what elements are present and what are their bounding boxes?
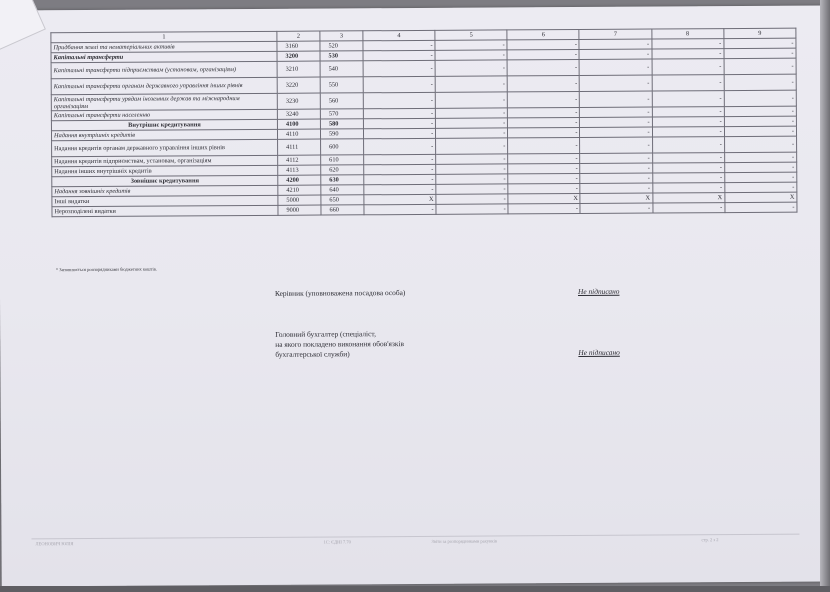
row-name-cell: Капітальні трансферти [51,51,277,62]
row-name-cell: Надання кредитів підприємствам, установам, організаціям [52,155,278,166]
value-cell: - [363,108,435,118]
value-cell: - [652,75,724,91]
value-cell: X [364,194,436,204]
economic-code-cell: 4112 [278,155,321,165]
row-code-cell: 600 [321,139,364,155]
value-cell: - [435,76,507,92]
value-cell: - [436,118,508,128]
value-cell: - [580,163,652,173]
value-cell: - [508,203,580,213]
row-code-cell: 640 [321,185,364,195]
value-cell: - [580,203,652,213]
row-code-cell: 620 [321,165,364,175]
value-cell: - [724,106,796,116]
row-name-cell: Зовнішнє кредитування [52,175,278,186]
row-name-cell: Капітальні трансферти населенню [51,109,277,120]
value-cell: - [724,126,796,136]
value-cell: - [508,163,580,173]
row-code-cell: 570 [320,109,363,119]
economic-code-cell: 4113 [278,165,321,175]
value-cell: - [364,204,436,214]
row-name-cell: Надання інших внутрішніх кредитів [52,165,278,176]
value-cell: - [724,136,796,152]
value-cell: - [364,184,436,194]
value-cell: - [580,183,652,193]
bottom-edge [0,586,830,592]
row-code-cell: 650 [321,195,364,205]
economic-code-cell: 4210 [278,185,321,195]
value-cell: - [724,162,796,172]
value-cell: - [652,153,724,163]
column-number-cell: 9 [724,28,796,38]
value-cell: - [653,203,725,213]
value-cell: - [507,49,579,59]
value-cell: - [436,138,508,154]
economic-code-cell: 3160 [277,41,320,51]
row-name-cell: Внутрішнє кредитування [51,119,277,130]
value-cell: - [725,202,797,212]
row-code-cell: 550 [320,77,363,93]
value-cell: - [508,127,580,137]
row-code-cell: 560 [320,93,363,109]
value-cell: - [508,173,580,183]
value-cell: - [363,128,435,138]
column-number-cell: 8 [651,29,723,39]
value-cell: - [652,39,724,49]
accountant-signature-label-3: бухгалтерської служби) [275,349,350,359]
value-cell: X [580,193,652,203]
value-cell: - [363,40,435,50]
value-cell: - [507,75,579,91]
right-edge-shadow [820,0,830,592]
economic-code-cell: 3200 [277,51,320,61]
value-cell: - [580,153,652,163]
value-cell: - [580,127,652,137]
row-name-cell: Нерозподілені видатки [52,205,278,216]
value-cell: - [724,38,796,48]
row-name-cell: Надання зовнішніх кредитів [52,185,278,196]
value-cell: - [507,39,579,49]
value-cell: - [363,92,435,108]
value-cell: - [579,39,651,49]
head-signature-status: Не підписано [577,286,620,296]
value-cell: - [580,59,652,75]
value-cell: - [508,183,580,193]
row-code-cell: 580 [320,119,363,129]
value-cell: - [436,174,508,184]
value-cell: - [652,127,724,137]
value-cell: - [580,117,652,127]
value-cell: - [436,184,508,194]
value-cell: X [508,193,580,203]
value-cell: - [652,183,724,193]
value-cell: - [724,74,796,90]
economic-code-cell: 3240 [277,109,320,119]
head-signature-label: Керівник (уповноважена посадова особа) [274,288,406,298]
value-cell: X [725,192,797,202]
value-cell: - [580,91,652,107]
value-cell: - [652,117,724,127]
value-cell: - [507,59,579,75]
value-cell: - [652,163,724,173]
value-cell: - [436,108,508,118]
value-cell: - [364,174,436,184]
value-cell: - [364,154,436,164]
row-name-cell: Надання кредитів органам державного управління інших рівнів [52,139,278,156]
value-cell: - [580,107,652,117]
row-name-cell: Інші видатки [52,195,278,206]
value-cell: - [725,182,797,192]
value-cell: - [436,154,508,164]
accountant-signature-label-2: на якого покладено виконання обов'язків [275,339,405,349]
value-cell: - [652,59,724,75]
value-cell: - [580,75,652,91]
value-cell: - [652,91,724,107]
value-cell: - [435,40,507,50]
value-cell: - [435,92,507,108]
value-cell: - [363,118,435,128]
column-number-cell: 3 [320,31,363,41]
value-cell: - [652,107,724,117]
footer-page-number: стр. 2 з 2 [701,537,719,543]
economic-code-cell: 3210 [277,61,320,77]
row-code-cell: 610 [321,155,364,165]
value-cell: - [364,138,436,154]
accountant-signature-label-1: Головний бухгалтер (спеціаліст, [275,329,376,339]
value-cell: - [508,117,580,127]
economic-code-cell: 9000 [278,205,321,215]
value-cell: - [508,137,580,153]
economic-code-cell: 4110 [277,129,320,139]
value-cell: - [724,116,796,126]
value-cell: - [724,152,796,162]
economic-code-cell: 5000 [278,195,321,205]
value-cell: - [436,194,508,204]
value-cell: - [580,137,652,153]
row-name-cell: Капітальні трансферти органам державного управління інших рівнів [51,77,277,94]
value-cell: - [435,50,507,60]
row-name-cell: Капітальні трансферти підприємствам (установам, організаціям) [51,61,277,78]
value-cell: - [508,107,580,117]
accountant-signature-status: Не підписано [578,347,620,357]
economic-code-cell: 3220 [277,77,320,93]
document-sheet [0,5,828,586]
value-cell: - [436,128,508,138]
column-number-cell: 1 [51,31,277,42]
row-code-cell: 630 [321,175,364,185]
economic-code-cell: 4200 [278,175,321,185]
value-cell: - [652,137,724,153]
economic-code-cell: 3230 [277,93,320,109]
row-code-cell: 520 [320,41,363,51]
value-cell: - [652,173,724,183]
economic-code-cell: 4111 [278,139,321,155]
footer-report-name: Звіти за розпорядниками рахунків [431,538,497,544]
value-cell: - [363,76,435,92]
row-code-cell: 530 [320,51,363,61]
value-cell: - [724,48,796,58]
value-cell: - [724,90,796,106]
footer-author: ЛЕОНОВИЧ ЮЛІЯ [35,541,74,547]
footnote: * Заповнюється розпорядниками бюджетних коштів. [55,266,158,273]
row-name-cell: Надання внутрішніх кредитів [51,129,277,140]
value-cell: X [653,193,725,203]
value-cell: - [363,60,435,76]
column-number-cell: 6 [507,29,579,39]
value-cell: - [508,153,580,163]
row-name-cell: Капітальні трансферти урядам іноземних держав та міжнародним організаціям [51,93,277,110]
value-cell: - [724,58,796,74]
row-code-cell: 590 [320,129,363,139]
value-cell: - [580,173,652,183]
value-cell: - [436,204,508,214]
value-cell: - [652,49,724,59]
column-number-cell: 7 [579,29,651,39]
value-cell: - [364,164,436,174]
row-code-cell: 660 [321,205,364,215]
column-number-cell: 4 [363,30,435,40]
column-number-cell: 5 [435,30,507,40]
value-cell: - [579,49,651,59]
row-name-cell: Придбання землі та нематеріальних активів [51,41,277,52]
value-cell: - [436,164,508,174]
value-cell: - [725,172,797,182]
row-code-cell: 540 [320,61,363,77]
value-cell: - [508,91,580,107]
expenditure-table [50,28,797,218]
value-cell: - [435,60,507,76]
economic-code-cell: 4100 [277,119,320,129]
column-number-cell: 2 [277,31,320,41]
footer-software: 1С: ЄДНІ 7.70 [323,539,351,545]
value-cell: - [363,50,435,60]
